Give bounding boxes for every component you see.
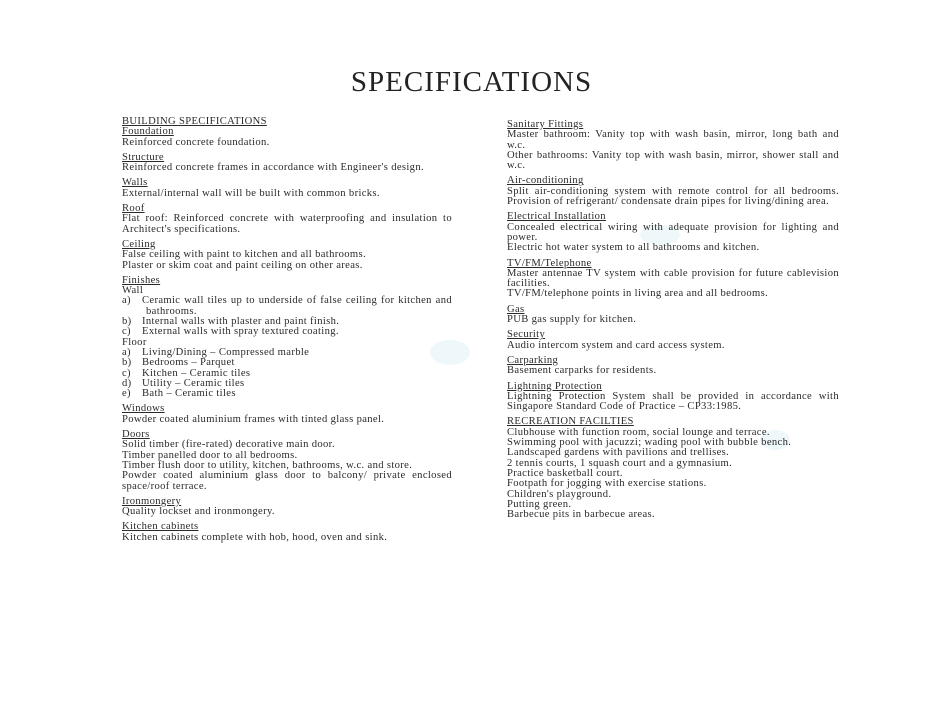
section-text: Swimming pool with jacuzzi; wading pool with bubble bench. — [507, 437, 792, 449]
section-text: Kitchen cabinets complete with hob, hood, oven and sink. — [122, 531, 388, 543]
section-heading: Finishes — [122, 274, 161, 286]
section-heading: Ceiling — [122, 238, 156, 250]
gas-section — [507, 305, 839, 326]
carparking-section — [507, 356, 839, 377]
wall-subheading: Wall — [122, 285, 144, 297]
section-text: Other bathrooms: Vanity top with wash basin, mirror, shower stall and w.c. — [507, 149, 839, 172]
section-text: Powder coated aluminium frames with tinted glass panel. — [122, 413, 385, 425]
section-text: Basement carparks for residents. — [507, 365, 657, 377]
finishes-section — [122, 276, 452, 400]
section-text: Timber flush door to utility, kitchen, bathrooms, w.c. and store. — [122, 459, 413, 471]
section-text: Reinforced concrete foundation. — [122, 136, 270, 148]
section-text: Flat roof: Reinforced concrete with waterproofing and insulation to Architect's specifications. — [122, 213, 452, 235]
section-text: Putting green. — [507, 498, 572, 510]
section-text: Master bathroom: Vanity top with wash basin, mirror, long bath and w.c. — [507, 129, 839, 151]
section-text: Split air-conditioning system with remote control for all bedrooms. Provision of refrigerant/ condensate drain pipes for living/dining area. — [507, 185, 839, 208]
item-text: Kitchen – Ceramic tiles — [142, 367, 251, 379]
section-heading: Walls — [122, 177, 148, 189]
section-text: Landscaped gardens with pavilions and trellises. — [507, 447, 730, 459]
item-text: Bedrooms – Parquet — [142, 357, 235, 369]
section-heading: Roof — [122, 203, 145, 215]
section-heading: Security — [507, 329, 546, 341]
item-label: b) — [122, 316, 132, 328]
section-heading: Air-conditioning — [507, 175, 584, 187]
section-heading: Doors — [122, 429, 150, 441]
section-text: PUB gas supply for kitchen. — [507, 314, 637, 326]
section-text: Barbecue pits in barbecue areas. — [507, 509, 655, 521]
section-heading: Electrical Installation — [507, 211, 606, 223]
roof-section — [122, 204, 452, 235]
section-heading: Kitchen cabinets — [122, 521, 199, 533]
item-label: e) — [122, 388, 131, 400]
recreation-facilities-section — [507, 417, 839, 520]
lightning-protection-section — [507, 382, 839, 413]
section-heading: Structure — [122, 151, 164, 163]
security-section — [507, 330, 839, 351]
section-text: Practice basketball court. — [507, 467, 623, 479]
electrical-installation-section — [507, 212, 839, 253]
walls-section — [122, 178, 452, 199]
section-text: Concealed electrical wiring with adequate provision for lighting and power. — [507, 221, 839, 243]
left-column — [122, 117, 452, 548]
ironmongery-section — [122, 497, 452, 518]
item-label: a) — [122, 346, 131, 358]
item-label: c) — [122, 326, 131, 338]
section-heading: Carparking — [507, 354, 559, 366]
section-text: Master antennae TV system with cable provision for future cablevision facilities. — [507, 267, 839, 290]
ceiling-section — [122, 240, 452, 271]
kitchen-cabinets-section — [122, 522, 452, 543]
section-heading: Foundation — [122, 126, 174, 138]
item-text: Bath – Ceramic tiles — [142, 388, 236, 400]
floor-subheading: Floor — [122, 336, 147, 348]
section-text: Audio intercom system and card access system. — [507, 339, 725, 351]
section-text: Quality lockset and ironmongery. — [122, 506, 275, 518]
foundation-section — [122, 127, 452, 148]
section-text: Timber panelled door to all bedrooms. — [122, 449, 298, 461]
section-text: External/internal wall will be built with common bricks. — [122, 187, 380, 199]
section-heading: Ironmongery — [122, 495, 182, 507]
item-label: d) — [122, 377, 132, 389]
section-text: Children's playground. — [507, 488, 612, 500]
structure-section — [122, 153, 452, 174]
section-text: Plaster or skim coat and paint ceiling on other areas. — [122, 259, 363, 271]
section-text: Solid timber (fire-rated) decorative main door. — [122, 439, 335, 451]
sanitary-fittings-section — [507, 120, 839, 171]
item-label: c) — [122, 367, 131, 379]
item-text: Ceramic wall tiles up to underside of false ceiling for kitchen and bathrooms. — [142, 295, 452, 317]
section-text: Electric hot water system to all bathrooms and kitchen. — [507, 242, 760, 254]
section-text: Reinforced concrete frames in accordance with Engineer's design. — [122, 162, 424, 174]
windows-section — [122, 404, 452, 425]
tv-fm-telephone-section — [507, 259, 839, 300]
list-item — [122, 296, 452, 317]
section-text: TV/FM/telephone points in living area and all bedrooms. — [507, 288, 769, 300]
section-text: Footpath for jogging with exercise stations. — [507, 478, 707, 490]
section-heading: TV/FM/Telephone — [507, 257, 592, 269]
item-label: b) — [122, 357, 132, 369]
item-text: Living/Dining – Compressed marble — [142, 346, 310, 358]
section-heading: Windows — [122, 403, 165, 415]
section-heading: Gas — [507, 303, 525, 315]
section-heading: Lightning Protection — [507, 380, 602, 392]
item-text: Utility – Ceramic tiles — [142, 377, 245, 389]
item-text: External walls with spray textured coating. — [142, 326, 339, 338]
right-column — [507, 120, 839, 525]
section-heading: RECREATION FACILTIES — [507, 416, 634, 428]
page-title: SPECIFICATIONS — [350, 66, 593, 98]
list-item — [122, 327, 452, 337]
building-specifications-heading: BUILDING SPECIFICATIONS — [122, 116, 267, 127]
section-text: Lightning Protection System shall be provided in accordance with Singapore Standard Code of Practice – CP33:1985. — [507, 390, 839, 413]
air-conditioning-section — [507, 176, 839, 207]
list-item — [122, 389, 452, 399]
section-heading: Sanitary Fittings — [507, 119, 584, 130]
item-label: a) — [122, 295, 131, 307]
item-text: Internal walls with plaster and paint finish. — [142, 316, 340, 328]
section-text: Clubhouse with function room, social lounge and terrace. — [507, 426, 770, 438]
section-text: False ceiling with paint to kitchen and all bathrooms. — [122, 249, 366, 261]
section-text: Powder coated aluminium glass door to balcony/ private enclosed space/roof terrace. — [122, 470, 452, 492]
doors-section — [122, 430, 452, 492]
section-text: 2 tennis courts, 1 squash court and a gymnasium. — [507, 457, 733, 469]
